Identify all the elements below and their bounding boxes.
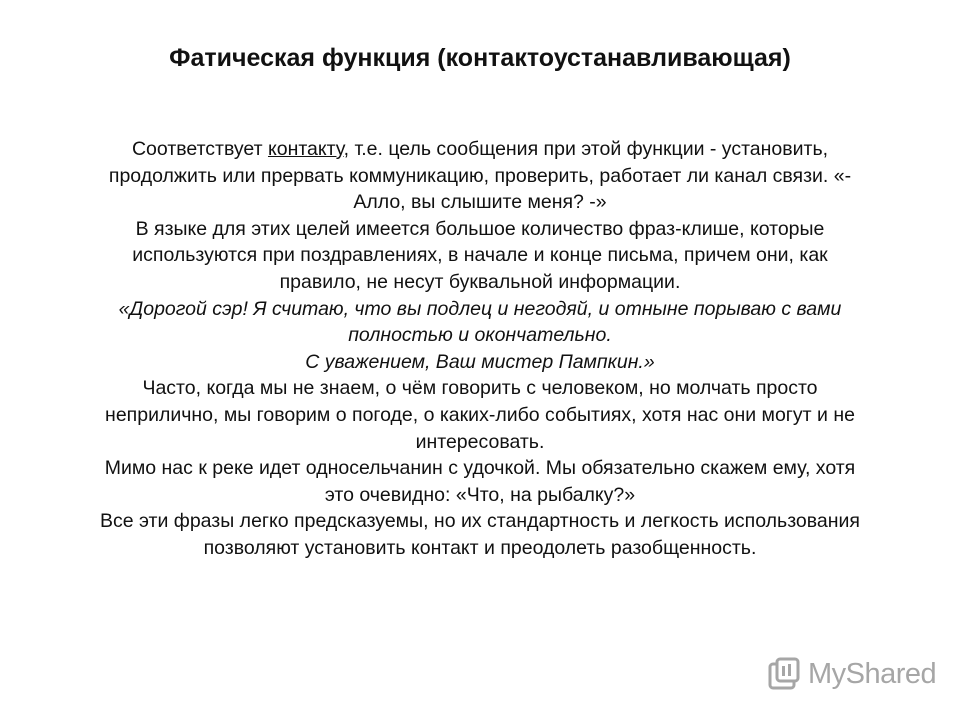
myshared-logo-icon xyxy=(766,656,802,692)
body-line: Часто, когда мы не знаем, о чём говорить с человеком, но молчать просто xyxy=(142,377,818,400)
quote-line: «Дорогой сэр! Я считаю, что вы подлец и негодяй, и отныне порываю с вами xyxy=(118,297,842,320)
body-line: интересовать. xyxy=(415,430,545,453)
body-line: Алло, вы слышите меня? -» xyxy=(353,191,607,214)
body-line: правило, не несут буквальной информации. xyxy=(279,270,681,293)
myshared-watermark xyxy=(766,654,936,694)
slide-title: Фатическая функция (контактоустанавливающая) xyxy=(169,44,791,72)
body-line: Все эти фразы легко предсказуемы, но их стандартность и легкость использования xyxy=(100,510,860,533)
contact-link-text: контакту xyxy=(267,138,344,160)
slide-body xyxy=(8,136,952,562)
body-line: В языке для этих целей имеется большое количество фраз-клише, которые xyxy=(135,217,825,240)
body-line: неприлично, мы говорим о погоде, о каких-либо событиях, хотя нас они могут и не xyxy=(105,403,855,426)
quote-line: С уважением, Ваш мистер Пампкин.» xyxy=(305,350,655,373)
body-line: продолжить или прервать коммуникацию, проверить, работает ли канал связи. «- xyxy=(108,164,852,187)
watermark-text: MyShared xyxy=(808,657,937,690)
body-line: используются при поздравлениях, в начале и конце письма, причем они, как xyxy=(132,244,828,267)
body-line: Соответствует контакту, т.е. цель сообщения при этой функции - установить, xyxy=(131,138,829,160)
quote-line: полностью и окончательно. xyxy=(348,324,612,347)
body-line: Мимо нас к реке идет односельчанин с удочкой. Мы обязательно скажем ему, хотя xyxy=(104,457,856,480)
body-line: это очевидно: «Что, на рыбалку?» xyxy=(324,483,636,506)
body-line: позволяют установить контакт и преодолеть разобщенность. xyxy=(203,536,757,559)
